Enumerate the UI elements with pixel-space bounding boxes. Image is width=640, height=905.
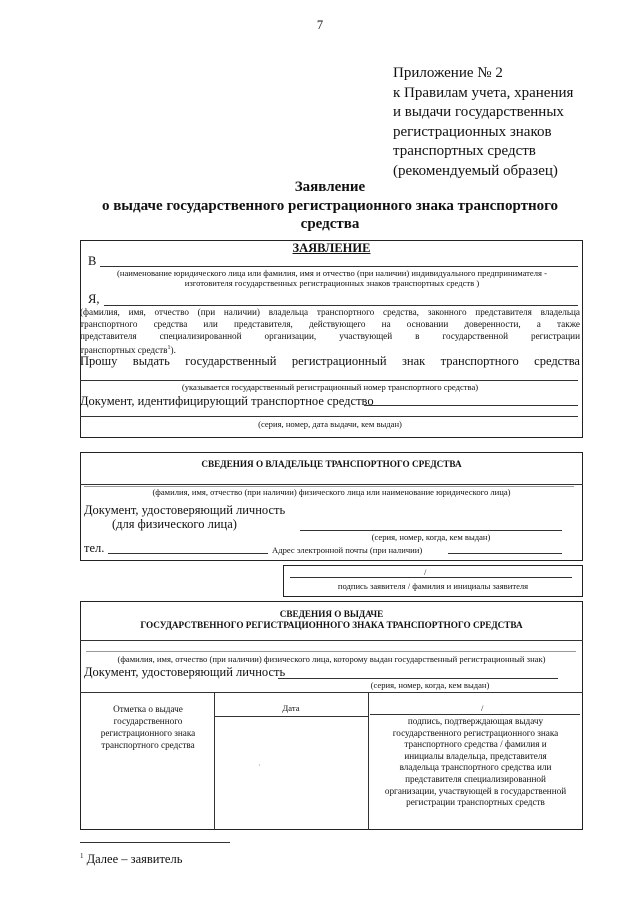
owner-divider: [80, 484, 583, 485]
date-divider: [214, 716, 368, 717]
signature-field-line[interactable]: [290, 577, 572, 578]
footnote-separator: [80, 842, 230, 843]
request-word: выдать: [132, 354, 170, 368]
mark-line: Отметка о выдаче: [113, 704, 183, 714]
appendix-line: (рекомендуемый образец): [393, 162, 558, 179]
issuance-heading: [80, 609, 583, 631]
sig-caption-line: государственного регистрационного знака: [392, 727, 559, 738]
issuance-id-doc-caption: (серия, номер, когда, кем выдан): [370, 680, 490, 690]
email-field-line[interactable]: [448, 553, 562, 554]
recipient-caption: (фамилия, имя, отчество (при наличии) физического лица, которому выдан государственный регистрационный знак): [117, 654, 546, 664]
caption-text: транспортных средств: [80, 345, 168, 356]
sig-caption-line: владельца транспортного средства или: [399, 762, 552, 773]
caption-line: (наименование юридического лица или фамилия, имя и отчество (при наличии) индивидуального предпринимателя -: [116, 268, 547, 278]
email-label: Адрес электронной почты (при наличии): [272, 545, 423, 555]
footnote-ref: 1: [167, 345, 171, 351]
vehicle-doc-field-line[interactable]: [364, 405, 578, 406]
mark-line: государственного: [113, 716, 183, 726]
sig-caption-line: организации, участвующей в государственной: [384, 785, 567, 796]
heading-line: ГОСУДАРСТВЕННОГО РЕГИСТРАЦИОННОГО ЗНАКА ТРАНСПОРТНОГО СРЕДСТВА: [140, 620, 523, 630]
heading-line: СВЕДЕНИЯ О ВЫДАЧЕ: [279, 609, 384, 619]
sig-caption-line: регистрации транспортных средств: [406, 797, 545, 808]
caption-line: (фамилия, имя, отчество (при наличии) владельца транспортного средства, законного представителя владельца: [80, 307, 580, 317]
owner-id-doc-caption: (серия, номер, когда, кем выдан): [371, 532, 491, 542]
appendix-line: регистрационных знаков: [393, 123, 552, 140]
footnote-text: Далее – заявитель: [86, 852, 183, 867]
mark-line: транспортного средства: [101, 740, 195, 750]
caption-line: изготовителя государственных регистрационных знаков транспортных средств ): [184, 278, 480, 288]
footnote-sup: 1: [80, 852, 84, 860]
owner-id-doc-label: Документ, удостоверяющий личность: [84, 503, 286, 517]
page-number: 7: [316, 18, 324, 32]
phone-field-line[interactable]: [108, 553, 268, 554]
caption-line: представителя специализированной организации, участвующей в государственной регистрации: [80, 331, 580, 341]
request-word: транспортного: [440, 354, 519, 368]
plate-caption: (указывается государственный регистрационный номер транспортного средства): [181, 382, 479, 392]
issuance-signature-caption: [368, 716, 583, 809]
appendix-line: транспортных средств: [393, 143, 536, 159]
owner-id-doc-field-line[interactable]: [300, 530, 562, 531]
issuance-divider: [80, 640, 583, 641]
recipient-field-line[interactable]: [86, 651, 576, 652]
owner-heading: СВЕДЕНИЯ О ВЛАДЕЛЬЦЕ ТРАНСПОРТНОГО СРЕДСТВА: [201, 459, 462, 469]
i-caption: [80, 306, 580, 356]
to-field-line[interactable]: [100, 266, 578, 267]
appendix-note: [393, 64, 633, 181]
application-heading: ЗАЯВЛЕНИЕ: [292, 241, 371, 255]
phone-label: тел.: [84, 541, 105, 555]
appendix-line: к Правилам учета, хранения: [393, 84, 574, 101]
request-word: государственный: [185, 354, 277, 368]
issuance-sig-slash: /: [481, 703, 484, 713]
appendix-line: Приложение № 2: [393, 65, 503, 81]
to-prefix: В: [88, 254, 97, 268]
document-title: [40, 178, 620, 234]
sig-caption-line: инициалы владельца, представителя: [404, 750, 547, 761]
signature-caption: подпись заявителя / фамилия и инициалы заявителя: [337, 581, 529, 591]
plate-field-line[interactable]: [80, 380, 578, 381]
sig-caption-line: представителя специализированной: [405, 773, 546, 784]
issuance-signature-line[interactable]: [370, 714, 580, 715]
request-word: Прошу: [80, 354, 118, 368]
owner-name-field-line[interactable]: [84, 486, 574, 487]
footnote: [80, 849, 182, 866]
caption-text: ).: [170, 345, 176, 356]
sig-caption-line: подпись, подтверждающая выдачу: [407, 716, 544, 726]
to-caption: [82, 268, 582, 288]
issuance-id-doc-field-line[interactable]: [278, 678, 558, 679]
issuance-mark: [84, 703, 212, 751]
appendix-line: и выдачи государственных: [393, 104, 564, 120]
vehicle-doc-label: Документ, идентифицирующий транспортное средство: [80, 394, 374, 408]
date-dot: ·: [258, 760, 261, 770]
signature-slash: /: [424, 567, 427, 577]
issuance-id-doc-label: Документ, удостоверяющий личность: [84, 665, 286, 679]
sig-caption-line: транспортного средства / фамилия и: [404, 739, 547, 750]
i-prefix: Я,: [88, 292, 100, 306]
owner-id-doc-sublabel: (для физического лица): [112, 517, 237, 531]
title-line: Заявление: [294, 179, 366, 195]
date-label: Дата: [282, 703, 300, 713]
mark-line: регистрационного знака: [100, 728, 196, 738]
request-word: регистрационный: [291, 354, 387, 368]
vehicle-doc-field-line-2[interactable]: [80, 416, 578, 417]
request-word: знак: [401, 354, 426, 368]
vehicle-doc-caption: (серия, номер, дата выдачи, кем выдан): [258, 419, 402, 429]
owner-name-caption: (фамилия, имя, отчество (при наличии) физического лица или наименование юридического лица): [152, 487, 511, 497]
caption-line: транспортного средства или представителя, действующего на основании доверенности, а также: [80, 319, 580, 329]
title-line: средства: [300, 216, 360, 232]
request-word: средства: [534, 354, 580, 368]
request-line: [80, 354, 580, 368]
title-line: о выдаче государственного регистрационного знака транспортного: [101, 197, 559, 214]
table-top-line: [80, 692, 583, 693]
